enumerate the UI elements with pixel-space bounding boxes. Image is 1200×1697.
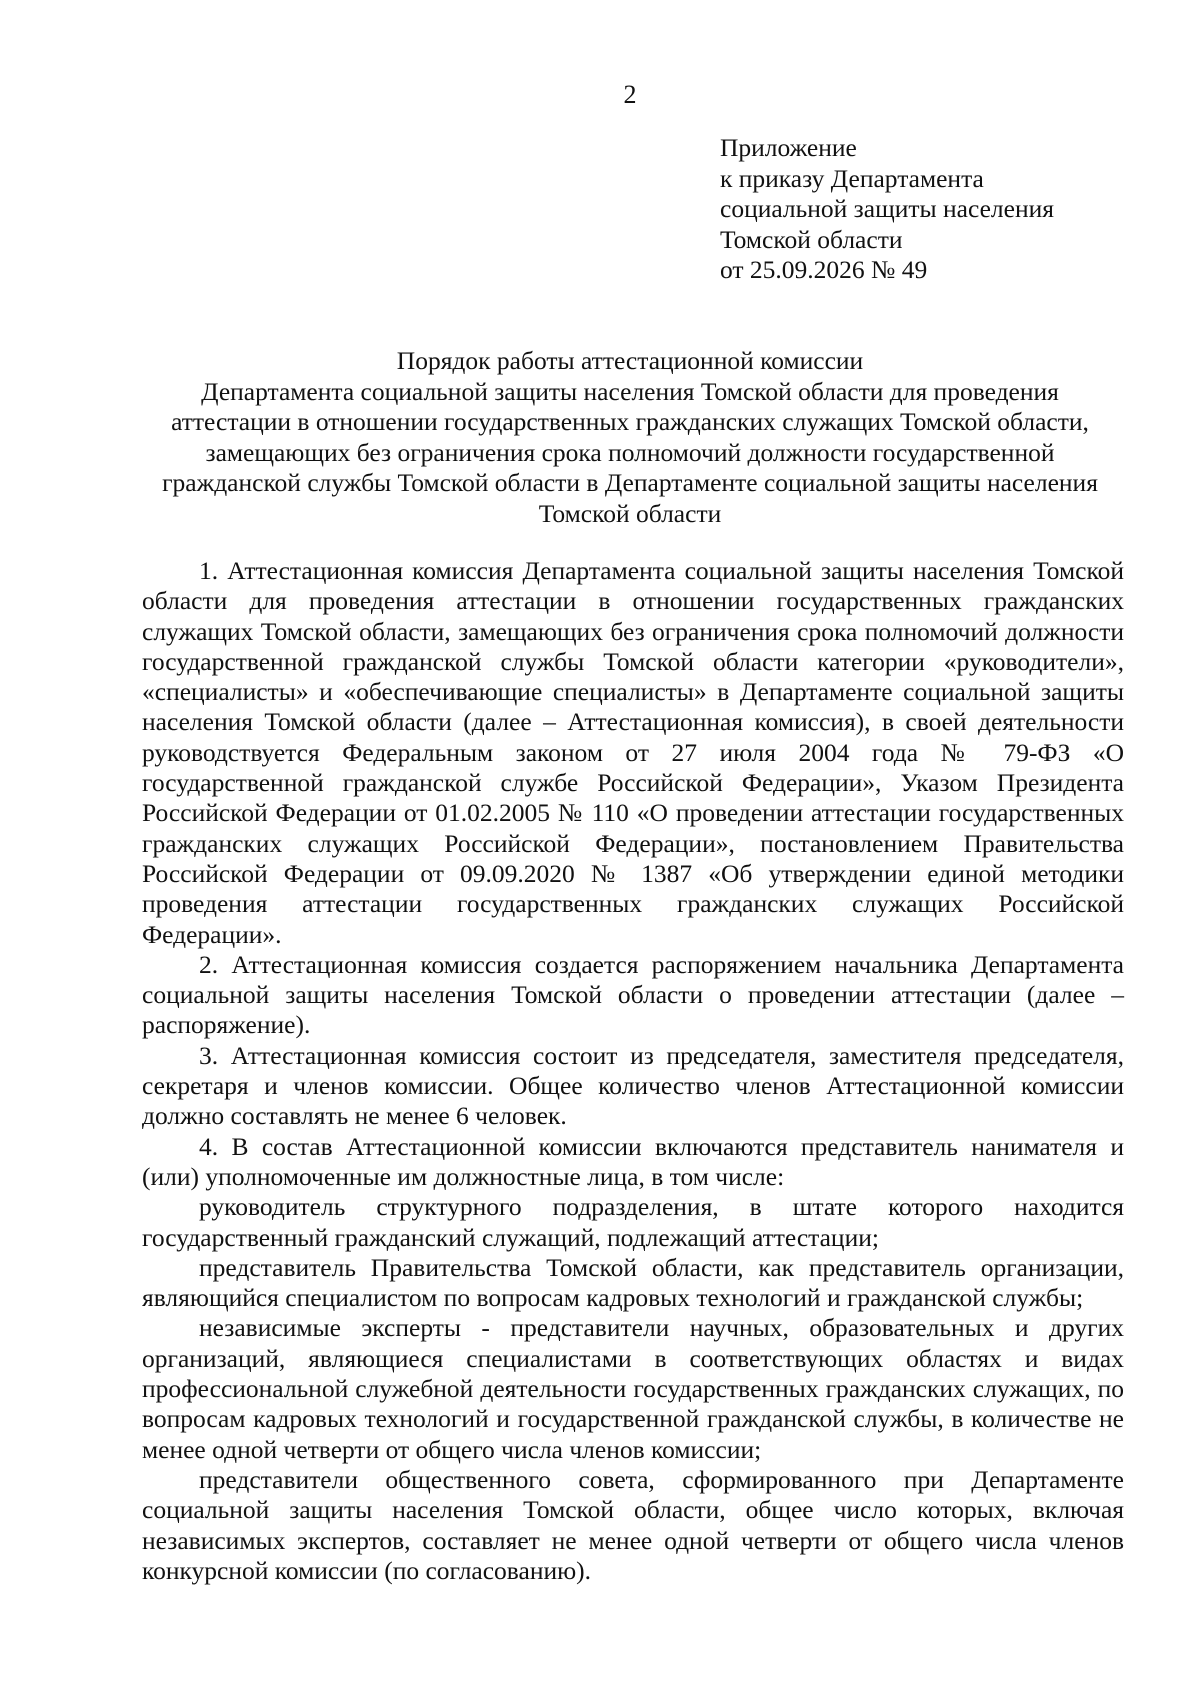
list-item: представители общественного совета, сформированного при Департаменте социальной защиты населения Томской области, общее число которых, включая независимых экспертов, составляет не менее одной четверти от общего числа членов конкурсной комиссии (по согласованию). [142, 1464, 1124, 1585]
document-title [130, 346, 1130, 529]
paragraph-3: 3. Аттестационная комиссия состоит из председателя, заместителя председателя, секретаря и членов комиссии. Общее количество членов Аттестационной комиссии должно составлять не менее 6 человек. [142, 1040, 1124, 1131]
title-line: Томской области [538, 498, 722, 528]
title-line: аттестации в отношении государственных гражданских служащих Томской области, [171, 407, 1089, 436]
list-item: независимые эксперты - представители научных, образовательных и других организаций, являющиеся специалистами в соответствующих областях и видах профессиональной служебной деятельности государственных гражданских служащих, по вопросам кадровых технологий и государственной гражданской службы, в количестве не менее одной четверти от общего числа членов комиссии; [142, 1313, 1124, 1464]
document-body [142, 556, 1124, 1586]
appendix-line: Томской области [720, 224, 903, 254]
list-item: руководитель структурного подразделения, в штате которого находится государственный гражданский служащий, подлежащий аттестации; [142, 1192, 1124, 1252]
appendix-block [720, 133, 1054, 286]
title-line: Порядок работы аттестационной комиссии [396, 346, 864, 375]
paragraph-1: 1. Аттестационная комиссия Департамента социальной защиты населения Томской области для проведения аттестации в отношении государственных гражданских служащих Томской области, замещающих без ограничения срока полномочий должности государственной гражданской службы Томской области категории «руководители», «специалисты» и «обеспечивающие специалисты» в Департаменте социальной защиты населения Томской области (далее – Аттестационная комиссия), в своей деятельности руководствуется Федеральным законом от 27 июля 2004 года № 79-ФЗ «О государственной гражданской службе Российской Федерации», Указом Президента Российской Федерации от 01.02.2005 № 110 «О проведении аттестации государственных гражданских служащих Российской Федерации», постановлением Правительства Российской Федерации от 09.09.2020 № 1387 «Об утверждении единой методики проведения аттестации государственных гражданских служащих Российской Федерации». [142, 556, 1124, 949]
appendix-line: социальной защиты населения [720, 194, 1054, 223]
title-line: гражданской службы Томской области в Департаменте социальной защиты населения [162, 468, 1098, 497]
appendix-line: от 25.09.2026 № 49 [720, 255, 928, 284]
appendix-line: Приложение [720, 133, 857, 162]
paragraph-2: 2. Аттестационная комиссия создается распоряжением начальника Департамента социальной защиты населения Томской области о проведении аттестации (далее – распоряжение). [142, 949, 1124, 1040]
title-line: замещающих без ограничения срока полномочий должности государственной [205, 437, 1055, 467]
page-number: 2 [623, 80, 637, 109]
list-item: представитель Правительства Томской области, как представитель организации, являющийся специалистом по вопросам кадровых технологий и гражданской службы; [142, 1252, 1124, 1313]
title-line: Департамента социальной защиты населения Томской области для проведения [201, 376, 1059, 406]
paragraph-4: 4. В состав Аттестационной комиссии включаются представитель нанимателя и (или) уполномоченные им должностные лица, в том числе: [142, 1131, 1124, 1191]
appendix-line: к приказу Департамента [720, 163, 984, 193]
